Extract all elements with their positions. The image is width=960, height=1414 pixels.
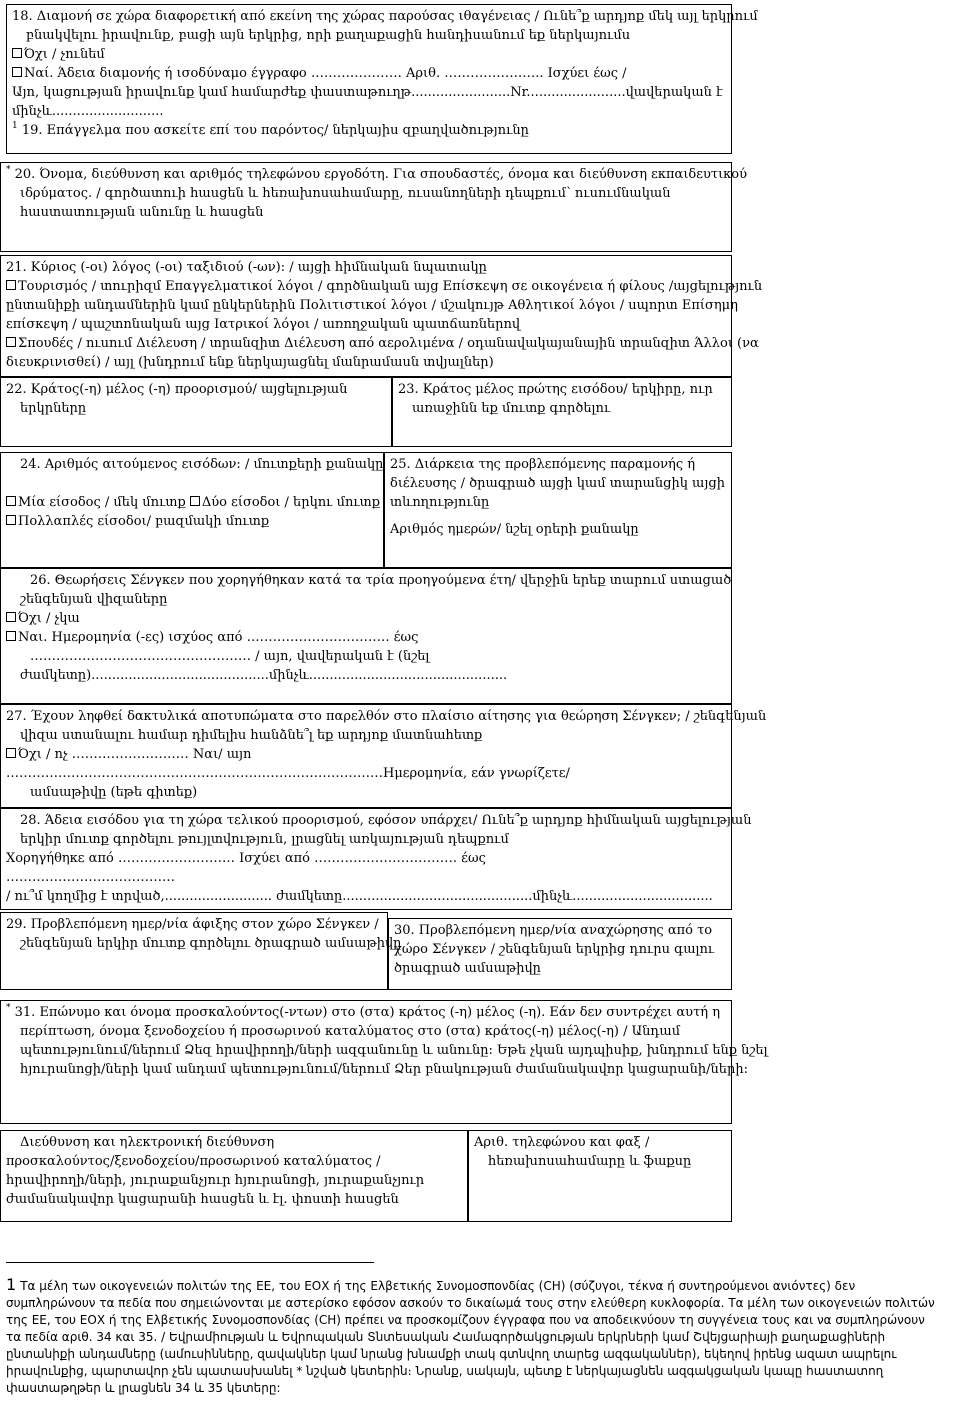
field-28-label-line1: 28. Άδεια εισόδου για τη χώρα τελικού προορισμού, εφόσον υπάρχει/ Ունե՞ք արդյոք հիմնական այցելության [20,813,752,828]
field-23-label-line2: առաջինն եք մուտք գործելու [412,401,611,416]
field-30-label-line2: χώρο Σένγκεν / շենգենյան երկրից դուրս գալու [394,942,715,957]
field-21-options-line3: επίσκεψη / պաշտոնական այց Ιατρικοί λόγοι / առողջական պատճառներով [6,317,521,332]
field-28-issued-line: Χορηγήθηκε από ……………………… Ισχύει από …………………………… έως [6,851,486,866]
footnote-line3: της ΕΕ, του ΕΟΧ ή της Ελβετικής Συνομοσπονδίας (CH) πρέπει να προσκομίζουν έγγραφα που να αποδεικνύουν τη συγγένεια τους και να συμπληρώνουν [6,1313,925,1327]
field-21-options-line4[interactable]: Σπουδές / ուսում Διέλευση / տրանզիտ Διέλευση από αερολιμένα / օդանավակայանային տրանզիտ Άλλοι (να [6,334,726,353]
field-27-date-line2: ամսաթիվը (եթե գիտեք) [30,785,198,800]
checkbox-icon[interactable] [6,337,16,347]
field-24-label: 24. Αριθμός αιτούμενος εισόδων: / մուտքերի քանակը [20,457,384,472]
field-23-label-line1: 23. Κράτος μέλος πρώτης εισόδου/ երկիրը, ուր [398,382,713,397]
field-21-options-line1[interactable]: Τουρισμός / տուրիզմ Επαγγελματικοί λόγοι / գործնական այց Επίσκεψη σε οικογένεια ή φίλους /այցելություն [6,277,726,296]
field-22-destination[interactable] [0,377,392,447]
field-31-label-line3: պետությունում/ներում Ձեզ հրավիրողի/ների ազգանունը և անունը: Եթե չկան այդպիսիք, խնդրում ենք նշել [20,1043,768,1058]
field-27-label-line1: 27. Έχουν ληφθεί δακτυλικά αποτυπώματα στο παρελθόν στο πλαίσιο αίτησης για θεώρηση Σένγκεν; / շենգենյան [6,709,767,724]
footnote-line1: 1 Τα μέλη των οικογενειών πολιτών της ΕΕ, του ΕΟΧ ή της Ελβετικής Συνομοσπονδίας (CH) (σύζυγοι, τέκνα ή συντηρούμενοι ανιόντες) δεν [6,1275,856,1294]
field-20-label-line1: * 20. Όνομα, διεύθυνση και αριθμός τηλεφώνου εργοδότη. Για σπουδαστές, όνομα και διεύθυνση εκπαιδευτικού [6,165,748,182]
checkbox-icon[interactable] [6,280,16,290]
field-27-label-line2: վիզա ստանալու համար դիմելիս հանձնե՞լ եք արդյոք մատնահետք [20,728,483,743]
field-31-label-line1: * 31. Επώνυμο και όνομα προσκαλούντος(-ντων) στο (στα) κράτος (-η) μέλος (-η). Εάν δεν συντρέχει αυτή η [6,1003,720,1020]
field-26-label-line1: 26. Θεωρήσεις Σένγκεν που χορηγήθηκαν κατά τα τρία προηγούμενα έτη/ վերջին երեք տարում ստացած [30,573,732,588]
field-24-option-single-double[interactable]: Μία είσοδος / մեկ մուտք Δύο είσοδοι / երկու մուտք [6,493,378,512]
checkbox-icon[interactable] [6,496,16,506]
checkbox-icon[interactable] [6,515,16,525]
field-29-arrival-date[interactable] [0,912,402,990]
footnote-line4: τα πεδία αριθ. 34 και 35. / Եվրամիության և Եվրոպական Տնտեսական Համագործակցության երկրների կամ Շվեյցարիայի քաղաքացիների [6,1330,886,1344]
footnote-line6: իրավունքից, պարտավոր չեն պատասխանել * նշված կետերին։ Նրանք, սակայն, պետք է ներկայացնեն ազգակցական կապը հաստատող [6,1364,884,1378]
field-26-option-no[interactable]: Όχι / չկա [6,609,726,628]
field-26-label-line2: շենգենյան վիզաները [20,592,168,607]
footnote-line2: συμπληρώνουν τα πεδία που σημειώνονται με αστερίσκο εφόσον ασκούν το δικαίωμά τους στην ελεύθερη κυκλοφορία. Τα μέλη των οικογενειών πολιτών [6,1296,935,1310]
field-21-options-line2: ընտանիքի անդամներին կամ ընկերներին Πολιτιστικοί λόγοι / մշակույթ Αθλητικοί λόγοι / սպորտ Επίσημη [6,298,738,313]
field-18-yes-line3: մինչև........................... [12,104,164,119]
field-24-option-multiple[interactable]: Πολλαπλές είσοδοι/ բազմակի մուտք [6,512,378,531]
field-28-label-line2: երկիր մուտք գործելու թույլտվություն, լրացնել առկայության դեպքում [20,832,509,847]
field-21-options-line5: διευκρινισθεί) / այլ (խնդրում ենք ներկայացնել մանրամասն տվյալներ) [6,355,494,370]
checkbox-icon[interactable] [6,612,16,622]
field-22-label-line1: 22. Κράτος(-η) μέλος (-η) προορισμού/ այցելության [6,382,348,397]
field-18-yes-line2: Այո, կացության իրավունք կամ համարժեք փաստաթուղթ........................Nr........................վավերական է [12,85,723,100]
field-20-label-line2: ιδρύματος. / գործատուի հասցեն և հեռախոսահամարը, ուսանողների դեպքում՝ ուսումնական [20,186,671,201]
field-21-purpose [0,255,763,377]
checkbox-icon[interactable] [6,631,16,641]
field-18-label-line2: բնակվելու իրավունք, բացի այն երկրից, որի քաղաքացին հանդիսանում եք ներկայումս [26,28,631,43]
field-18-option-no[interactable]: Όχι / չունեմ [12,45,726,64]
checkbox-icon[interactable] [190,496,200,506]
footnote-line7: փաստաթղթեր և լրացնեն 34 և 35 կետերը: [6,1381,281,1395]
field-23-first-entry[interactable] [392,377,732,447]
address-label-line2: προσκαλούντος/ξενοδοχείου/προσωρινού καταλύματος / [6,1154,381,1169]
field-26-option-yes[interactable]: Ναι. Ημερομηνία (-ες) ισχύος από …………………………… έως [6,628,726,647]
field-28-dots-line: ………………………………… [6,870,175,885]
field-25-label-line2: διέλευσης / ծրագրած այցի կամ տարանցիկ այցի [390,476,726,491]
field-21-label: 21. Κύριος (-οι) λόγος (-οι) ταξιδιού (-ων): / այցի հիմնական նպատակը [6,260,487,275]
footnote-line5: ընտանիքի անդամները (ամուսինները, զավակներ կամ նրանց խնամքի տակ գտնվող տարեց ազգականներ), եկեղով իրենց ազատ ապրելու [6,1347,897,1361]
field-24-entries [0,452,384,568]
field-26-yes-line2: …………………………………………… / այո, վավերական է (նշել [30,649,430,664]
field-31-inviting-person[interactable] [0,1000,768,1124]
field-26-yes-line3: ժամկետը)...........................................մինչև................................................ [20,668,508,683]
field-20-employer[interactable] [0,162,748,252]
field-29-label-line1: 29. Προβλεπόμενη ημερ/νία άφιξης στον χώρο Σένγκεν / [6,917,379,932]
footnote-separator [6,1262,374,1263]
field-30-departure-date[interactable] [388,918,732,990]
field-31-address[interactable] [0,1130,468,1222]
footnote [6,1276,956,1397]
field-25-label-line1: 25. Διάρκεια της προβλεπόμενης παραμονής ή [390,457,696,472]
field-22-label-line2: երկրները [20,401,87,416]
field-25-label-line3: տևողությունը [390,495,490,510]
address-label-line3: հրավիրողի/ների, յուրաքանչյուր հյուրանոցի, յուրաքանչյուր [6,1173,425,1188]
field-25-days: Αριθμός ημερών/ նշել օրերի քանակը [390,522,639,537]
field-18-option-yes[interactable]: Ναί. Άδεια διαμονής ή ισοδύναμο έγγραφο ………………… Αριθ. ………………….. Ισχύει έως / [12,64,726,83]
field-31-phone-fax[interactable] [468,1130,732,1222]
footnote-number: 1 [6,1275,17,1294]
field-25-duration[interactable] [384,452,732,568]
field-31-label-line2: περίπτωση, όνομα ξενοδοχείου ή προσωρινού καταλύματος στο (στα) κράτος(-η) μέλος(-η) / Անդամ [20,1024,681,1039]
field-20-label-line3: հաստատության անունը և հասցեն [20,205,264,220]
checkbox-icon[interactable] [12,48,22,58]
phone-label-line2: հեռախոսահամարը և ֆաքսը [488,1154,692,1169]
address-label-line4: ժամանակավոր կացարանի հասցեն և էլ. փոստի հասցեն [6,1192,399,1207]
footnote-marker: 1 [12,121,18,131]
field-26-previous-visas [0,568,732,704]
field-28-entry-permit[interactable] [0,808,752,910]
field-19-occupation: $^1$ 19. Επάγγελμα που ασκείτε επί του παρόντος/ ներկայիս զբաղվածությունը [12,121,529,138]
field-18-residence[interactable] [6,4,758,154]
address-label-line1: Διεύθυνση και ηλεκτρονική διεύθυνση [20,1135,275,1150]
checkbox-icon[interactable] [6,748,16,758]
field-27-option-no-yes[interactable]: Όχι / ոչ ……………………… Ναι/ այո [6,745,726,764]
field-29-label-line2: շենգենյան երկիր մուտք գործելու ծրագրած ամսաթիվը [20,936,402,951]
field-27-fingerprints [0,704,767,808]
field-30-label-line3: ծրագրած ամսաթիվը [394,961,541,976]
field-18-label-line1: 18. Διαμονή σε χώρα διαφορετική από εκείνη της χώρας παρούσας ιθαγένειας / Ունե՞ք արդյոք մեկ այլ երկրում [12,9,758,24]
field-27-date-line1: ……………………………………………………………………………Ημερομηνία, εάν γνωρίζετε/ [6,766,570,781]
field-31-label-line4: հյուրանոցի/ների կամ անդամ պետությունում/ներում Ձեր բնակության ժամանակավոր կացարանի/ների: [20,1062,748,1077]
phone-label-line1: Αριθ. τηλεφώνου και φαξ / [474,1135,650,1150]
field-30-label-line1: 30. Προβλεπόμενη ημερ/νία αναχώρησης από το [394,923,713,938]
checkbox-icon[interactable] [12,67,22,77]
field-28-armenian-line: / ու՞մ կողմից է տրված,.......................... ժամկետը..............................................մինչև.................................. [6,889,713,904]
